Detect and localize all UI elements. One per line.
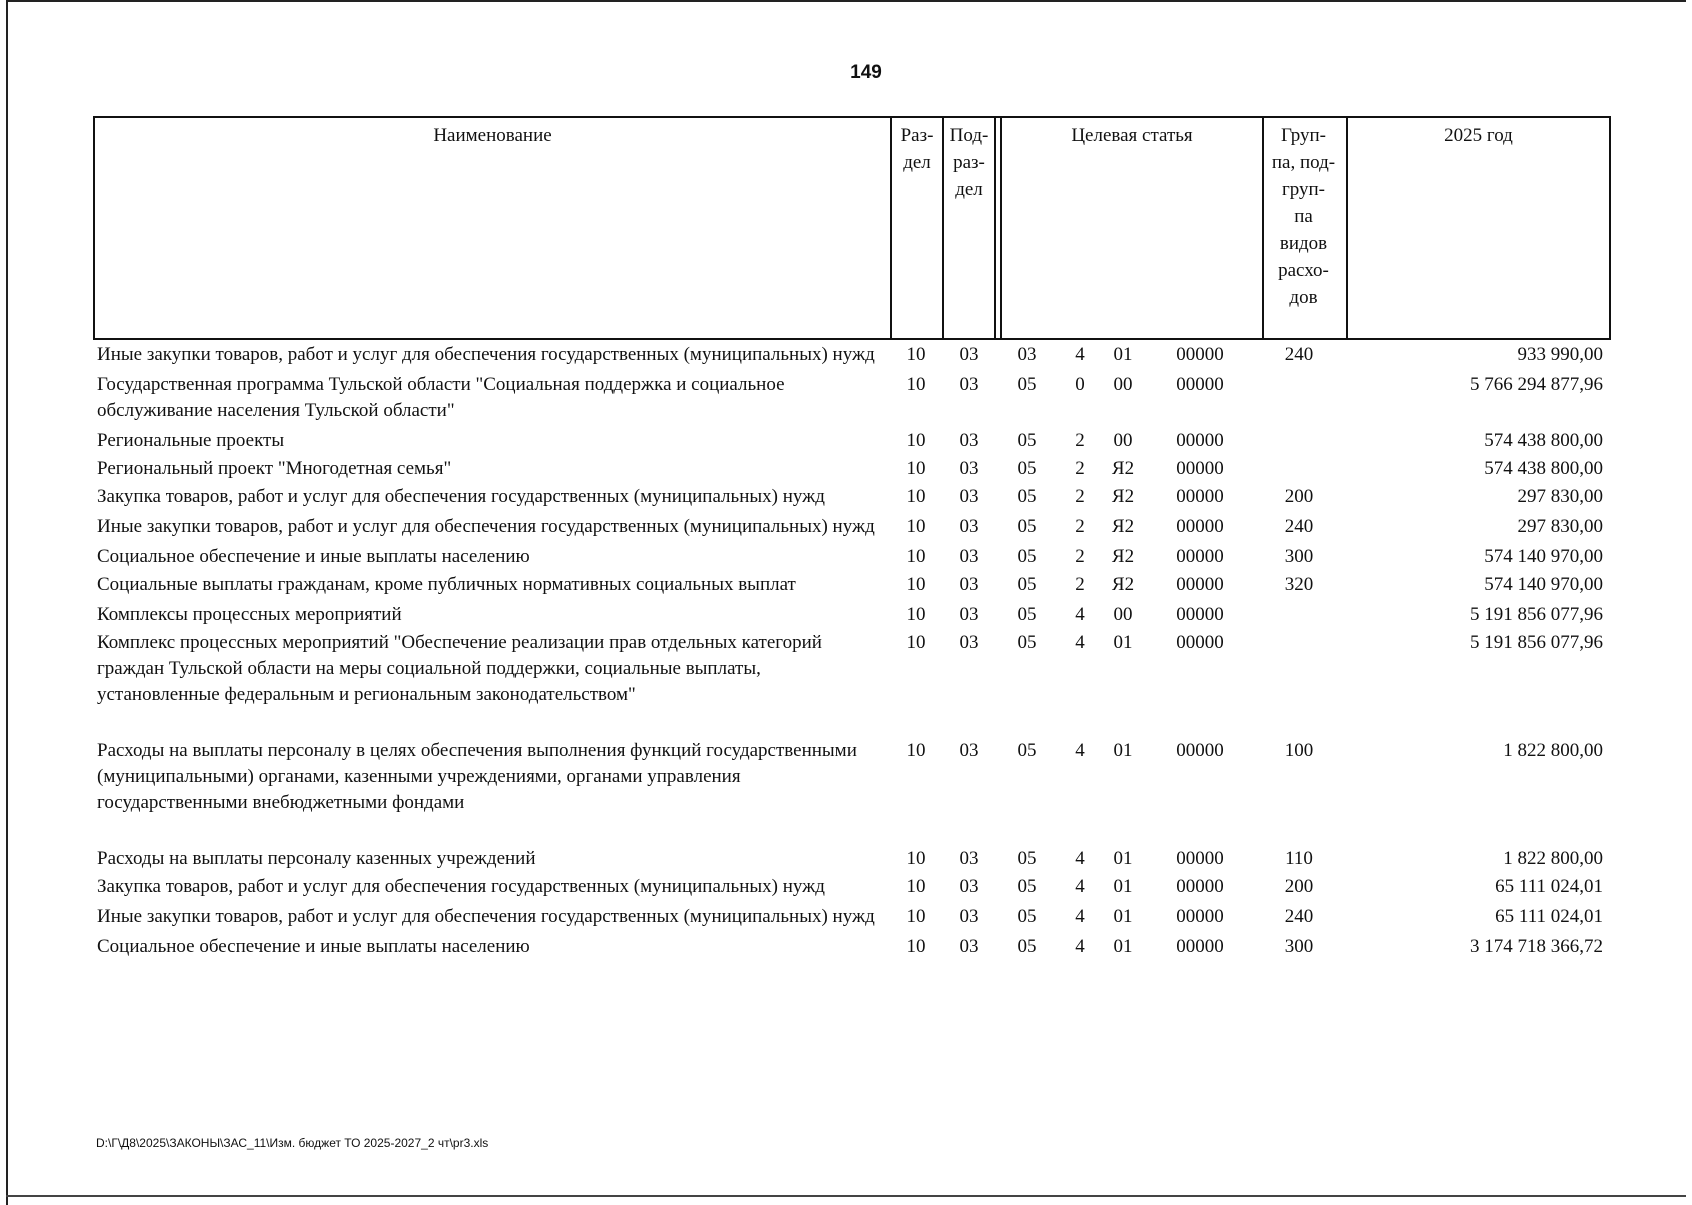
row-razdel: 10 [906, 516, 926, 537]
row-podrazdel: 03 [959, 344, 979, 365]
row-cs-type: 2 [1075, 458, 1085, 479]
row-cs-type: 4 [1075, 632, 1085, 653]
row-razdel: 10 [906, 430, 926, 451]
row-cs-direction: 00000 [1176, 936, 1224, 957]
header-gruppa-line: расхо- [1278, 260, 1329, 281]
row-name: Иные закупки товаров, работ и услуг для обеспечения государственных (муниципальных) нужд [97, 906, 875, 927]
row-cs-direction: 00000 [1176, 430, 1224, 451]
row-cs-event: 01 [1113, 848, 1133, 869]
page-number: 149 [850, 62, 882, 83]
row-cs-program: 05 [1017, 546, 1037, 567]
row-name: Региональный проект "Многодетная семья" [97, 458, 452, 479]
row-amount: 574 140 970,00 [1484, 546, 1603, 567]
row-amount: 65 111 024,01 [1495, 876, 1603, 897]
row-podrazdel: 03 [959, 906, 979, 927]
table-row [93, 514, 1611, 540]
header-podrazdel-line: дел [955, 179, 983, 200]
page-frame-top [6, 0, 1686, 2]
table-body [93, 342, 1611, 960]
row-amount: 574 140 970,00 [1484, 574, 1603, 595]
row-podrazdel: 03 [959, 516, 979, 537]
row-cs-program: 05 [1017, 876, 1037, 897]
header-razdel-line: дел [903, 152, 931, 173]
row-cs-program: 05 [1017, 516, 1037, 537]
row-cs-type: 4 [1075, 848, 1085, 869]
row-cs-program: 05 [1017, 604, 1037, 625]
row-cs-type: 0 [1075, 374, 1085, 395]
row-cs-program: 05 [1017, 486, 1037, 507]
header-podrazdel-line: Под- [949, 125, 989, 146]
row-amount: 297 830,00 [1517, 486, 1603, 507]
row-podrazdel: 03 [959, 740, 979, 761]
row-cs-program: 05 [1017, 374, 1037, 395]
row-amount: 297 830,00 [1517, 516, 1603, 537]
table-row [93, 456, 1611, 482]
row-cs-direction: 00000 [1176, 574, 1224, 595]
row-cs-direction: 00000 [1176, 344, 1224, 365]
header-year [1346, 118, 1609, 338]
row-cs-program: 05 [1017, 848, 1037, 869]
header-celevaya [1000, 118, 1262, 338]
row-cs-event: 00 [1113, 430, 1133, 451]
row-cs-direction: 00000 [1176, 458, 1224, 479]
row-cs-event: 01 [1113, 906, 1133, 927]
row-group: 200 [1284, 486, 1314, 507]
header-podrazdel-line: раз- [953, 152, 985, 173]
table-row [93, 544, 1611, 570]
row-razdel: 10 [906, 876, 926, 897]
row-cs-program: 05 [1017, 458, 1037, 479]
row-name: Государственная программа Тульской области "Социальная поддержка и социальное обслуживание населения Тульской области" [97, 374, 785, 421]
header-celevaya-label: Целевая статья [1071, 125, 1193, 146]
row-podrazdel: 03 [959, 936, 979, 957]
row-cs-program: 05 [1017, 936, 1037, 957]
row-group: 300 [1284, 936, 1314, 957]
row-cs-direction: 00000 [1176, 876, 1224, 897]
row-name: Иные закупки товаров, работ и услуг для обеспечения государственных (муниципальных) нужд [97, 516, 875, 537]
row-name: Расходы на выплаты персоналу казенных учреждений [97, 848, 536, 869]
row-cs-direction: 00000 [1176, 906, 1224, 927]
row-cs-type: 2 [1075, 546, 1085, 567]
row-cs-direction: 00000 [1176, 374, 1224, 395]
row-group: 110 [1285, 848, 1313, 869]
row-razdel: 10 [906, 632, 926, 653]
row-podrazdel: 03 [959, 430, 979, 451]
row-cs-program: 05 [1017, 906, 1037, 927]
table-row [93, 428, 1611, 454]
table-row [93, 630, 1611, 708]
row-razdel: 10 [906, 458, 926, 479]
row-amount: 5 766 294 877,96 [1470, 374, 1603, 395]
row-amount: 1 822 800,00 [1503, 848, 1603, 869]
table-row [93, 602, 1611, 628]
row-amount: 65 111 024,01 [1495, 906, 1603, 927]
row-name: Комплекс процессных мероприятий "Обеспечение реализации прав отдельных категорий граждан Тульской области на меры социальной поддержки, социальные выплаты, установленные федеральным и региональным законодательством" [97, 632, 822, 705]
row-cs-event: Я2 [1111, 486, 1135, 507]
header-gruppa-line: груп- [1281, 179, 1326, 200]
header-gruppa-line: дов [1289, 287, 1318, 308]
page-frame-left [6, 0, 8, 1205]
row-cs-event: 01 [1113, 740, 1133, 761]
row-cs-type: 4 [1075, 604, 1085, 625]
file-path: D:\Г\Д8\2025\ЗАКОНЫ\ЗАС_11\Изм. бюджет ТО 2025-2027_2 чт\pr3.xls [96, 1136, 489, 1150]
row-amount: 5 191 856 077,96 [1470, 604, 1603, 625]
row-amount: 3 174 718 366,72 [1470, 936, 1603, 957]
row-name: Комплексы процессных мероприятий [97, 604, 402, 625]
table-row [93, 342, 1611, 368]
row-razdel: 10 [906, 374, 926, 395]
row-amount: 5 191 856 077,96 [1470, 632, 1603, 653]
row-cs-type: 4 [1075, 906, 1085, 927]
row-name: Региональные проекты [97, 430, 285, 451]
table-header [93, 116, 1611, 340]
row-amount: 574 438 800,00 [1484, 458, 1603, 479]
row-cs-program: 03 [1017, 344, 1037, 365]
row-podrazdel: 03 [959, 632, 979, 653]
row-podrazdel: 03 [959, 574, 979, 595]
row-group: 240 [1284, 906, 1314, 927]
row-cs-event: Я2 [1111, 516, 1135, 537]
row-name: Расходы на выплаты персоналу в целях обеспечения выполнения функций государственными (муниципальными) органами, казенными учреждениями, органами управления государственными внебюджетными фондами [97, 740, 857, 813]
row-cs-event: 01 [1113, 344, 1133, 365]
row-name: Закупка товаров, работ и услуг для обеспечения государственных (муниципальных) нужд [97, 876, 825, 897]
row-name: Социальное обеспечение и иные выплаты населению [97, 546, 530, 567]
row-group: 320 [1284, 574, 1314, 595]
row-razdel: 10 [906, 740, 926, 761]
row-cs-event: Я2 [1111, 546, 1135, 567]
row-cs-direction: 00000 [1176, 740, 1224, 761]
table-row [93, 572, 1611, 598]
table-row [93, 738, 1611, 816]
row-podrazdel: 03 [959, 374, 979, 395]
row-podrazdel: 03 [959, 876, 979, 897]
row-razdel: 10 [906, 906, 926, 927]
row-cs-program: 05 [1017, 430, 1037, 451]
row-name: Иные закупки товаров, работ и услуг для обеспечения государственных (муниципальных) нужд [97, 344, 875, 365]
row-razdel: 10 [906, 546, 926, 567]
row-cs-event: 01 [1113, 936, 1133, 957]
row-cs-direction: 00000 [1176, 546, 1224, 567]
row-group: 200 [1284, 876, 1314, 897]
header-gruppa-line: видов [1279, 233, 1328, 254]
table-row [93, 904, 1611, 930]
row-razdel: 10 [906, 574, 926, 595]
row-amount: 933 990,00 [1517, 344, 1603, 365]
row-group: 300 [1284, 546, 1314, 567]
header-name-label: Наименование [433, 125, 552, 146]
row-cs-type: 4 [1075, 740, 1085, 761]
row-group: 240 [1284, 516, 1314, 537]
row-podrazdel: 03 [959, 604, 979, 625]
row-cs-program: 05 [1017, 632, 1037, 653]
header-gruppa-line: па, под- [1271, 152, 1336, 173]
row-cs-type: 4 [1075, 936, 1085, 957]
row-cs-direction: 00000 [1176, 486, 1224, 507]
row-cs-direction: 00000 [1176, 516, 1224, 537]
row-cs-program: 05 [1017, 740, 1037, 761]
row-group: 240 [1284, 344, 1314, 365]
table-row [93, 484, 1611, 510]
header-gruppa-line: Груп- [1280, 125, 1327, 146]
row-cs-event: 01 [1113, 876, 1133, 897]
row-razdel: 10 [906, 936, 926, 957]
header-gruppa [1262, 118, 1343, 338]
row-razdel: 10 [906, 344, 926, 365]
row-cs-event: 00 [1113, 604, 1133, 625]
row-cs-type: 2 [1075, 574, 1085, 595]
row-cs-event: Я2 [1111, 458, 1135, 479]
row-cs-event: 01 [1113, 632, 1133, 653]
header-podrazdel [942, 118, 996, 338]
row-amount: 574 438 800,00 [1484, 430, 1603, 451]
row-razdel: 10 [906, 604, 926, 625]
row-cs-event: 00 [1113, 374, 1133, 395]
row-podrazdel: 03 [959, 848, 979, 869]
row-cs-event: Я2 [1111, 574, 1135, 595]
row-razdel: 10 [906, 486, 926, 507]
row-name: Социальное обеспечение и иные выплаты населению [97, 936, 530, 957]
row-podrazdel: 03 [959, 458, 979, 479]
table-row [93, 372, 1611, 424]
row-cs-type: 2 [1075, 516, 1085, 537]
row-cs-direction: 00000 [1176, 604, 1224, 625]
table-row [93, 934, 1611, 960]
table-row [93, 846, 1611, 872]
row-name: Социальные выплаты гражданам, кроме публичных нормативных социальных выплат [97, 574, 796, 595]
row-cs-type: 4 [1075, 344, 1085, 365]
header-razdel-line: Раз- [900, 125, 934, 146]
row-cs-type: 2 [1075, 430, 1085, 451]
row-amount: 1 822 800,00 [1503, 740, 1603, 761]
header-name [95, 118, 890, 338]
row-razdel: 10 [906, 848, 926, 869]
row-cs-direction: 00000 [1176, 848, 1224, 869]
row-podrazdel: 03 [959, 546, 979, 567]
row-group: 100 [1284, 740, 1314, 761]
header-razdel [890, 118, 942, 338]
row-podrazdel: 03 [959, 486, 979, 507]
row-cs-type: 2 [1075, 486, 1085, 507]
page-frame-bottom [6, 1195, 1686, 1197]
row-cs-type: 4 [1075, 876, 1085, 897]
table-row [93, 874, 1611, 900]
row-cs-direction: 00000 [1176, 632, 1224, 653]
header-gruppa-line: па [1294, 206, 1313, 227]
row-name: Закупка товаров, работ и услуг для обеспечения государственных (муниципальных) нужд [97, 486, 825, 507]
header-year-label: 2025 год [1444, 125, 1513, 146]
row-cs-program: 05 [1017, 574, 1037, 595]
